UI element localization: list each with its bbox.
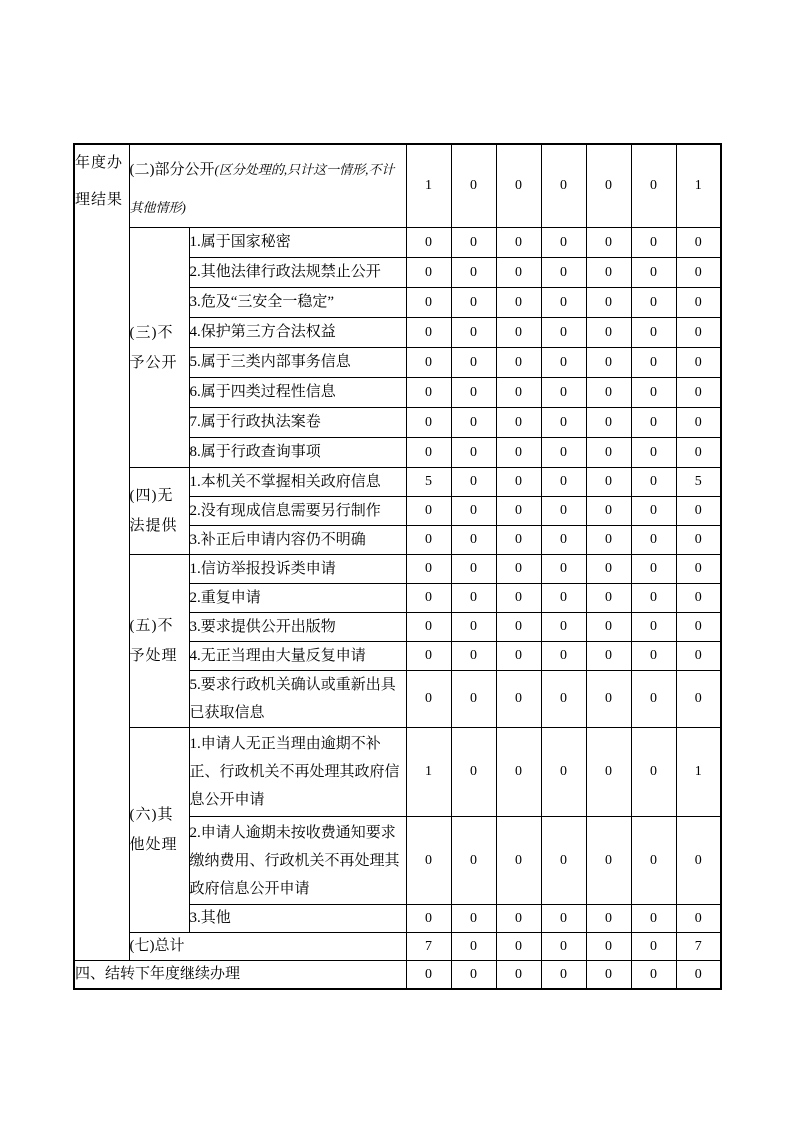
value-cell: 0 (496, 468, 541, 497)
value-cell: 0 (586, 584, 631, 613)
value-cell: 0 (451, 408, 496, 438)
value-cell: 0 (676, 228, 721, 258)
item-label-cell: 8.属于行政查询事项 (189, 438, 406, 468)
value-cell: 0 (496, 584, 541, 613)
value-cell: 0 (406, 961, 451, 990)
value-cell: 0 (496, 905, 541, 933)
value-cell: 0 (406, 671, 451, 728)
table-row (74, 555, 721, 584)
carryover-row-label-cell: 四、结转下年度继续办理 (74, 961, 406, 990)
value-cell: 0 (586, 378, 631, 408)
value-cell: 0 (631, 526, 676, 555)
value-cell: 0 (586, 228, 631, 258)
value-cell: 0 (586, 642, 631, 671)
value-cell: 0 (406, 817, 451, 905)
value-cell: 0 (451, 961, 496, 990)
category-cell: (五)不予处理 (129, 555, 189, 728)
value-cell: 0 (631, 468, 676, 497)
value-cell: 0 (631, 144, 676, 228)
value-cell: 0 (406, 318, 451, 348)
value-cell: 0 (451, 728, 496, 817)
value-cell: 0 (631, 228, 676, 258)
value-cell: 0 (406, 555, 451, 584)
value-cell: 0 (541, 728, 586, 817)
value-cell: 0 (451, 378, 496, 408)
value-cell: 0 (451, 671, 496, 728)
value-cell: 0 (676, 905, 721, 933)
value-cell: 0 (496, 348, 541, 378)
value-cell: 0 (586, 817, 631, 905)
item-label-cell: 2.申请人逾期未按收费通知要求缴纳费用、行政机关不再处理其政府信息公开申请 (189, 817, 406, 905)
value-cell: 0 (631, 497, 676, 526)
item-label-cell: 3.补正后申请内容仍不明确 (189, 526, 406, 555)
value-cell: 0 (676, 584, 721, 613)
value-cell: 0 (541, 933, 586, 961)
value-cell: 0 (676, 318, 721, 348)
value-cell: 0 (406, 408, 451, 438)
value-cell: 0 (586, 905, 631, 933)
value-cell: 0 (496, 497, 541, 526)
item-label-cell: 3.其他 (189, 905, 406, 933)
item-label-cell: 4.保护第三方合法权益 (189, 318, 406, 348)
item-label-cell: 2.其他法律行政法规禁止公开 (189, 258, 406, 288)
item-label-cell: 3.危及“三安全一稳定” (189, 288, 406, 318)
value-cell: 0 (451, 258, 496, 288)
value-cell: 0 (541, 905, 586, 933)
value-cell: 0 (496, 408, 541, 438)
value-cell: 0 (631, 642, 676, 671)
annual-results-header-cell: 年度办理结果 (74, 144, 129, 961)
value-cell: 0 (676, 817, 721, 905)
value-cell: 0 (676, 555, 721, 584)
value-cell: 0 (406, 228, 451, 258)
value-cell: 0 (496, 318, 541, 348)
value-cell: 0 (451, 438, 496, 468)
value-cell: 0 (586, 348, 631, 378)
value-cell: 0 (496, 526, 541, 555)
value-cell: 0 (496, 378, 541, 408)
value-cell: 0 (541, 438, 586, 468)
value-cell: 0 (406, 584, 451, 613)
value-cell: 0 (541, 228, 586, 258)
value-cell: 7 (406, 933, 451, 961)
value-cell: 0 (676, 642, 721, 671)
value-cell: 0 (496, 642, 541, 671)
item-label-cell: 1.申请人无正当理由逾期不补正、行政机关不再处理其政府信息公开申请 (189, 728, 406, 817)
table-row (74, 468, 721, 497)
value-cell: 0 (631, 378, 676, 408)
row-label-cell: (七)总计 (129, 933, 406, 961)
value-cell: 1 (676, 144, 721, 228)
value-cell: 0 (586, 318, 631, 348)
value-cell: 0 (541, 288, 586, 318)
value-cell: 0 (496, 438, 541, 468)
value-cell: 0 (451, 817, 496, 905)
value-cell: 0 (541, 584, 586, 613)
value-cell: 0 (451, 555, 496, 584)
value-cell: 0 (541, 817, 586, 905)
value-cell: 0 (406, 378, 451, 408)
table-row (74, 728, 721, 817)
value-cell: 0 (451, 613, 496, 642)
value-cell: 0 (406, 642, 451, 671)
value-cell: 0 (586, 468, 631, 497)
value-cell: 0 (676, 288, 721, 318)
value-cell: 0 (586, 288, 631, 318)
value-cell: 0 (541, 258, 586, 288)
row-label-cell (129, 144, 406, 228)
table-row (74, 933, 721, 961)
value-cell: 0 (451, 497, 496, 526)
value-cell: 0 (451, 905, 496, 933)
item-label-cell: 1.属于国家秘密 (189, 228, 406, 258)
value-cell: 0 (451, 144, 496, 228)
item-label-cell: 5.属于三类内部事务信息 (189, 348, 406, 378)
value-cell: 0 (541, 378, 586, 408)
item-label-cell: 6.属于四类过程性信息 (189, 378, 406, 408)
value-cell: 0 (586, 526, 631, 555)
value-cell: 0 (676, 613, 721, 642)
value-cell: 0 (631, 817, 676, 905)
value-cell: 0 (631, 905, 676, 933)
value-cell: 0 (406, 348, 451, 378)
value-cell: 7 (676, 933, 721, 961)
value-cell: 0 (451, 348, 496, 378)
value-cell: 0 (586, 497, 631, 526)
value-cell: 0 (631, 671, 676, 728)
value-cell: 0 (496, 258, 541, 288)
value-cell: 0 (496, 555, 541, 584)
value-cell: 0 (586, 933, 631, 961)
table-row (74, 961, 721, 990)
value-cell: 0 (406, 258, 451, 288)
value-cell: 0 (541, 642, 586, 671)
item-label-cell: 3.要求提供公开出版物 (189, 613, 406, 642)
value-cell: 0 (631, 584, 676, 613)
value-cell: 0 (586, 671, 631, 728)
item-label-cell: 4.无正当理由大量反复申请 (189, 642, 406, 671)
value-cell: 0 (406, 905, 451, 933)
row-label: (二)部分公开 (129, 162, 215, 178)
report-table (73, 143, 722, 990)
value-cell: 0 (631, 258, 676, 288)
value-cell: 1 (676, 728, 721, 817)
value-cell: 0 (541, 961, 586, 990)
item-label-cell: 2.没有现成信息需要另行制作 (189, 497, 406, 526)
value-cell: 0 (631, 438, 676, 468)
value-cell: 0 (586, 555, 631, 584)
value-cell: 0 (586, 613, 631, 642)
value-cell: 0 (496, 613, 541, 642)
value-cell: 0 (631, 933, 676, 961)
value-cell: 0 (496, 228, 541, 258)
category-cell: (三)不予公开 (129, 228, 189, 468)
item-label-cell: 1.本机关不掌握相关政府信息 (189, 468, 406, 497)
value-cell: 0 (676, 671, 721, 728)
value-cell: 0 (541, 408, 586, 438)
value-cell: 0 (631, 728, 676, 817)
value-cell: 0 (451, 468, 496, 497)
value-cell: 0 (631, 408, 676, 438)
item-label-cell: 2.重复申请 (189, 584, 406, 613)
item-label-cell: 1.信访举报投诉类申请 (189, 555, 406, 584)
value-cell: 5 (676, 468, 721, 497)
value-cell: 0 (496, 288, 541, 318)
value-cell: 0 (451, 288, 496, 318)
category-cell: (四)无法提供 (129, 468, 189, 555)
value-cell: 1 (406, 144, 451, 228)
value-cell: 0 (451, 642, 496, 671)
value-cell: 0 (541, 526, 586, 555)
value-cell: 0 (496, 671, 541, 728)
value-cell: 0 (406, 613, 451, 642)
value-cell: 0 (586, 258, 631, 288)
value-cell: 0 (541, 348, 586, 378)
value-cell: 0 (676, 348, 721, 378)
value-cell: 0 (676, 378, 721, 408)
item-label-cell: 5.要求行政机关确认或重新出具已获取信息 (189, 671, 406, 728)
value-cell: 0 (676, 497, 721, 526)
value-cell: 0 (631, 613, 676, 642)
value-cell: 0 (676, 408, 721, 438)
value-cell: 0 (631, 961, 676, 990)
value-cell: 0 (406, 497, 451, 526)
value-cell: 0 (496, 961, 541, 990)
value-cell: 0 (406, 526, 451, 555)
value-cell: 0 (451, 318, 496, 348)
value-cell: 0 (586, 408, 631, 438)
value-cell: 0 (451, 933, 496, 961)
value-cell: 0 (451, 228, 496, 258)
value-cell: 0 (496, 817, 541, 905)
value-cell: 0 (586, 438, 631, 468)
value-cell: 0 (541, 555, 586, 584)
value-cell: 0 (541, 671, 586, 728)
value-cell: 0 (406, 438, 451, 468)
value-cell: 0 (496, 933, 541, 961)
value-cell: 0 (631, 288, 676, 318)
value-cell: 0 (496, 728, 541, 817)
value-cell: 0 (406, 288, 451, 318)
value-cell: 0 (496, 144, 541, 228)
item-label-cell: 7.属于行政执法案卷 (189, 408, 406, 438)
value-cell: 0 (586, 961, 631, 990)
value-cell: 0 (676, 961, 721, 990)
value-cell: 0 (541, 468, 586, 497)
value-cell: 0 (541, 613, 586, 642)
value-cell: 0 (631, 318, 676, 348)
row-label-note: (区分处理的,只计这一情形,不计其他情形) (129, 162, 395, 215)
value-cell: 0 (541, 144, 586, 228)
value-cell: 0 (451, 584, 496, 613)
value-cell: 0 (586, 728, 631, 817)
value-cell: 0 (586, 144, 631, 228)
value-cell: 0 (631, 555, 676, 584)
value-cell: 0 (541, 497, 586, 526)
value-cell: 0 (451, 526, 496, 555)
value-cell: 0 (676, 526, 721, 555)
report-table-body (74, 144, 721, 989)
value-cell: 0 (631, 348, 676, 378)
value-cell: 0 (541, 318, 586, 348)
value-cell: 0 (676, 258, 721, 288)
value-cell: 0 (676, 438, 721, 468)
category-cell: (六)其他处理 (129, 728, 189, 933)
value-cell: 1 (406, 728, 451, 817)
table-row (74, 144, 721, 228)
table-row (74, 228, 721, 258)
value-cell: 5 (406, 468, 451, 497)
